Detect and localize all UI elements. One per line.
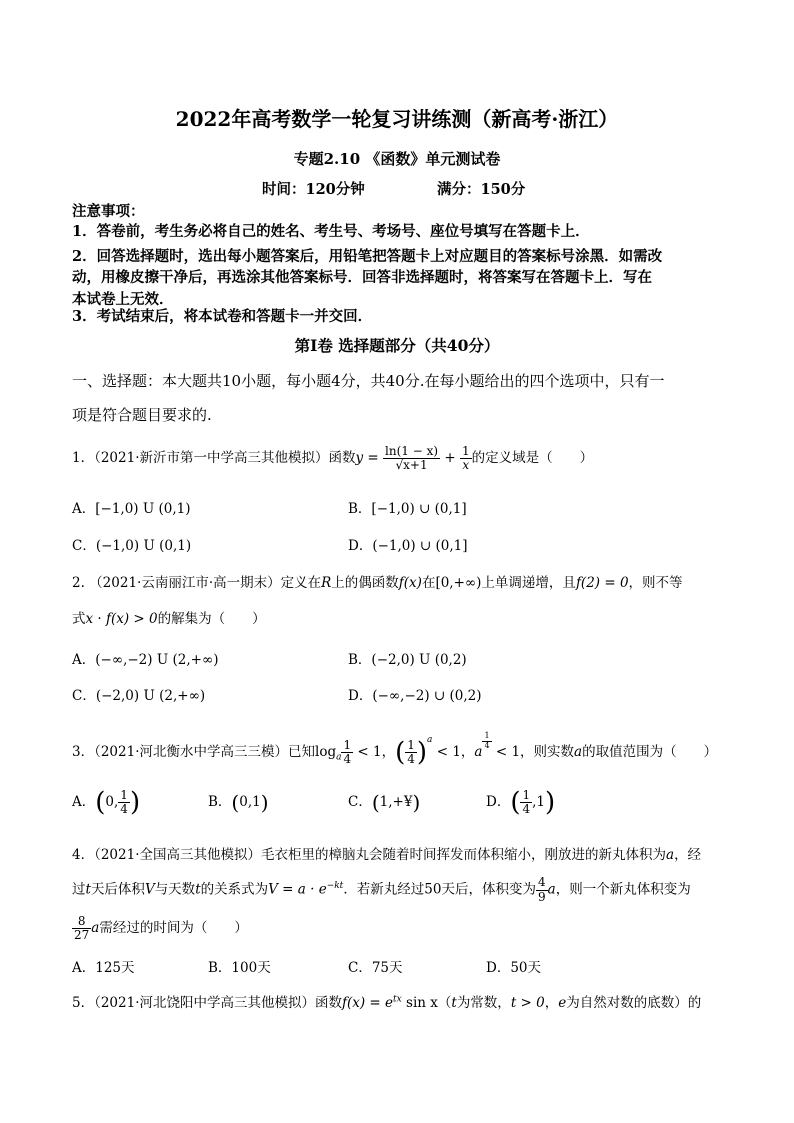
math-op: + xyxy=(440,450,460,466)
question-5-text: ， xyxy=(544,995,559,1011)
fraction-numerator: ln(1 − x) xyxy=(385,443,439,458)
q2-option-d xyxy=(348,684,482,704)
exam-time: 时间：120分钟 xyxy=(262,181,365,198)
note-1: 1．答卷前，考生务必将自己的姓名、考生号、考场号、座位号填写在答题卡上． xyxy=(72,223,590,240)
q1-option-b xyxy=(348,497,467,517)
option-text: (−2,0) U (0,2) xyxy=(371,652,467,668)
question-3-stem: 3．（2021·河北衡水中学高三三模）已知$\log_a$ $\frac{1}{4}$ < 1，( $\frac{1}{4}$ )$^a$ < 1，a $^{\frac{1}{4}}$ < 1，则实数a的取值范围为（ ） xyxy=(72,731,718,768)
q2-option-c xyxy=(72,684,205,704)
math-var: t xyxy=(195,881,201,898)
math-func: log xyxy=(315,744,337,760)
q4-option-c: C．75天 xyxy=(348,960,403,976)
math-expr: V = a · e xyxy=(268,881,327,898)
question-5-text: 为常数， xyxy=(456,995,511,1011)
question-4-stem-c xyxy=(72,908,248,948)
q3-option-c: C．(1,+¥) xyxy=(348,790,421,815)
math-exponent: a xyxy=(427,735,433,745)
question-2-text: 式 xyxy=(72,611,86,627)
option-text: 0, xyxy=(105,794,119,810)
page-subtitle: 专题2.10 《函数》单元测试卷 xyxy=(293,150,501,168)
fraction-numerator: 1 xyxy=(120,787,128,802)
fraction-numerator: 1 xyxy=(461,443,470,458)
question-4-text: ，经 xyxy=(674,847,702,863)
fraction-denominator: 4 xyxy=(484,741,490,750)
option-label: D． xyxy=(486,794,511,810)
note-2a: 2．回答选择题时，选出每小题答案后，用铅笔把答题卡上对应题目的答案标号涂黑．如需改 xyxy=(72,248,663,265)
fraction-numerator: 1 xyxy=(343,737,352,752)
q3-option-d: D．( $\frac{1}{4}$ ,1) xyxy=(486,787,556,818)
question-2-text: 的解集为（ ） xyxy=(157,611,266,627)
fraction-denominator: 9 xyxy=(538,889,546,904)
question-1-text: 1．（2021·新沂市第一中学高三其他模拟）函数 xyxy=(72,450,356,466)
fraction xyxy=(72,915,91,942)
question-4-text: 与天数 xyxy=(154,881,196,898)
option-label: C． xyxy=(72,688,96,704)
option-text: (−1,0) U (0,1) xyxy=(95,538,192,554)
math-op: = xyxy=(363,450,384,466)
fraction-numerator: 8 xyxy=(72,915,91,929)
option-text: [−1,0) U (0,1) xyxy=(95,501,191,517)
fraction xyxy=(520,789,532,816)
fraction xyxy=(118,789,130,816)
q3-option-a: A．(0, $\frac{1}{4}$ ) xyxy=(72,787,141,818)
math-var: y xyxy=(355,450,364,466)
question-3-text: ，则实数 xyxy=(520,744,575,760)
math-var: a xyxy=(574,744,583,760)
q4-option-b: B．100天 xyxy=(208,960,271,976)
question-5-text: 5．（2021·河北饶阳中学高三其他模拟）函数 xyxy=(72,995,342,1011)
fraction-denominator: 4 xyxy=(522,802,531,816)
option-text: ,1 xyxy=(532,794,546,810)
fraction xyxy=(536,876,548,903)
math-exponent: tx xyxy=(393,994,402,1005)
question-1-stem xyxy=(72,438,593,478)
q1-option-d xyxy=(348,534,468,554)
q1-option-c xyxy=(72,534,191,554)
exam-score: 满分：150分 xyxy=(437,181,526,198)
question-3-text: 3．（2021·河北衡水中学高三三模）已知 xyxy=(72,744,315,760)
question-4-text: 过 xyxy=(72,881,86,898)
q4-option-d: D．50天 xyxy=(486,960,542,976)
option-text: 0,1 xyxy=(239,794,261,810)
math-expr: f(x) = e xyxy=(342,995,394,1011)
math-var: R xyxy=(321,575,332,591)
fraction-numerator: 4 xyxy=(538,875,546,890)
question-2-text: 在 xyxy=(421,575,436,591)
math-op: < 1， xyxy=(353,744,396,760)
math-op: < 1 xyxy=(491,744,521,760)
question-4-text: 的关系式为 xyxy=(200,881,269,898)
question-4-text: ，则一个新丸体积变为 xyxy=(555,881,691,898)
question-5-text: 为自然对数的底数）的 xyxy=(566,995,702,1011)
question-4-text: 需经过的时间为（ ） xyxy=(99,920,248,936)
fraction-denominator: 27 xyxy=(74,928,90,942)
fraction-denominator: √x+1 xyxy=(395,458,428,472)
math-var: a xyxy=(91,920,100,936)
math-expr: x · f(x) > 0 xyxy=(85,611,158,627)
note-2b: 动，用橡皮擦干净后，再选涂其他答案标号．回答非选择题时，将答案写在答题卡上．写在 xyxy=(72,269,652,286)
option-text: (−∞,−2) ∪ (0,2) xyxy=(372,688,482,704)
q4-option-a: A．125天 xyxy=(72,960,135,976)
fraction xyxy=(341,739,353,766)
question-5-text: （ xyxy=(437,995,452,1011)
math-expr: sin x xyxy=(401,995,438,1011)
fraction-denominator: 4 xyxy=(407,752,415,766)
question-4-stem-a xyxy=(72,843,701,863)
option-label: A． xyxy=(72,794,96,810)
option-label: B． xyxy=(208,794,232,810)
q2-option-a xyxy=(72,648,218,668)
option-text: (−2,0) U (2,+∞) xyxy=(95,688,206,704)
question-4-text: 天后体积 xyxy=(90,881,145,898)
option-label: D． xyxy=(348,538,373,554)
fraction-denominator: 4 xyxy=(120,802,128,816)
option-label: A． xyxy=(72,652,96,668)
q2-option-b xyxy=(348,648,467,668)
option-label: A． xyxy=(72,501,96,517)
question-1-text: 的定义域是（ ） xyxy=(471,450,594,466)
fraction-denominator: 4 xyxy=(343,752,352,766)
fraction xyxy=(405,739,417,766)
notes-heading: 注意事项： xyxy=(72,203,145,220)
q1-option-a xyxy=(72,497,191,517)
question-4-text: ．若新丸经过50天后，体积变为 xyxy=(343,881,536,898)
option-text: [−1,0) ∪ (0,1] xyxy=(371,501,467,517)
fraction-numerator: 1 xyxy=(484,731,490,741)
fraction-denominator: x xyxy=(462,458,470,472)
math-var: a xyxy=(666,847,675,863)
math-expr: t > 0 xyxy=(510,995,545,1011)
note-2c: 本试卷上无效． xyxy=(72,291,174,308)
question-3-text: 的取值范围为（ ） xyxy=(582,744,718,760)
option-label: B． xyxy=(348,501,372,517)
math-op: < 1， xyxy=(432,744,475,760)
question-4-stem-b xyxy=(72,866,691,906)
option-label: C． xyxy=(72,538,96,554)
question-2-stem-a xyxy=(72,571,683,591)
question-2-text: ，则不等 xyxy=(628,575,683,591)
question-5-stem xyxy=(72,991,701,1011)
math-var: e xyxy=(558,995,567,1011)
section-intro-a: 一、选择题：本大题共10小题，每小题4分，共40分.在每小题给出的四个选项中，只有一 xyxy=(72,372,665,390)
question-2-text: 上单调递增，且 xyxy=(481,575,576,591)
option-label: C． xyxy=(348,794,372,810)
section-heading: 第Ⅰ卷 选择题部分（共40分） xyxy=(294,336,500,355)
fraction xyxy=(383,445,440,472)
fraction-numerator: 1 xyxy=(522,787,531,802)
math-var: t xyxy=(451,995,457,1011)
fraction xyxy=(460,445,472,472)
option-label: B． xyxy=(348,652,372,668)
math-exponent: −kt xyxy=(326,881,344,891)
option-label: D． xyxy=(348,688,373,704)
math-var: a xyxy=(474,744,483,760)
math-expr: f(x) xyxy=(398,575,422,591)
math-var: t xyxy=(85,881,91,898)
section-intro-b: 项是符合题目要求的. xyxy=(72,406,212,424)
math-var: a xyxy=(547,881,556,898)
math-expr: [0,+∞) xyxy=(435,575,482,591)
fraction-exponent xyxy=(482,731,491,750)
math-var: V xyxy=(144,881,155,898)
math-subscript: a xyxy=(336,752,342,763)
question-2-text: 2. （2021·云南丽江市·高一期末）定义在 xyxy=(72,575,322,591)
option-text: (−1,0) ∪ (0,1] xyxy=(372,538,468,554)
note-3: 3．考试结束后，将本试卷和答题卡一并交回． xyxy=(72,308,373,325)
question-2-text: 上的偶函数 xyxy=(331,575,399,591)
math-expr: f(2) = 0 xyxy=(575,575,629,591)
page-title: 2022年高考数学一轮复习讲练测（新高考·浙江） xyxy=(175,107,619,131)
option-text: (−∞,−2) U (2,+∞) xyxy=(95,652,219,668)
option-text: 1,+¥ xyxy=(379,794,413,810)
question-4-text: 4．（2021·全国高三其他模拟）毛衣柜里的樟脑丸会随着时间挥发而体积缩小，刚放进的新丸体积为 xyxy=(72,847,666,863)
question-2-stem-b xyxy=(72,607,266,627)
fraction-numerator: 1 xyxy=(407,737,415,752)
q3-option-b: B．(0,1) xyxy=(208,790,269,815)
